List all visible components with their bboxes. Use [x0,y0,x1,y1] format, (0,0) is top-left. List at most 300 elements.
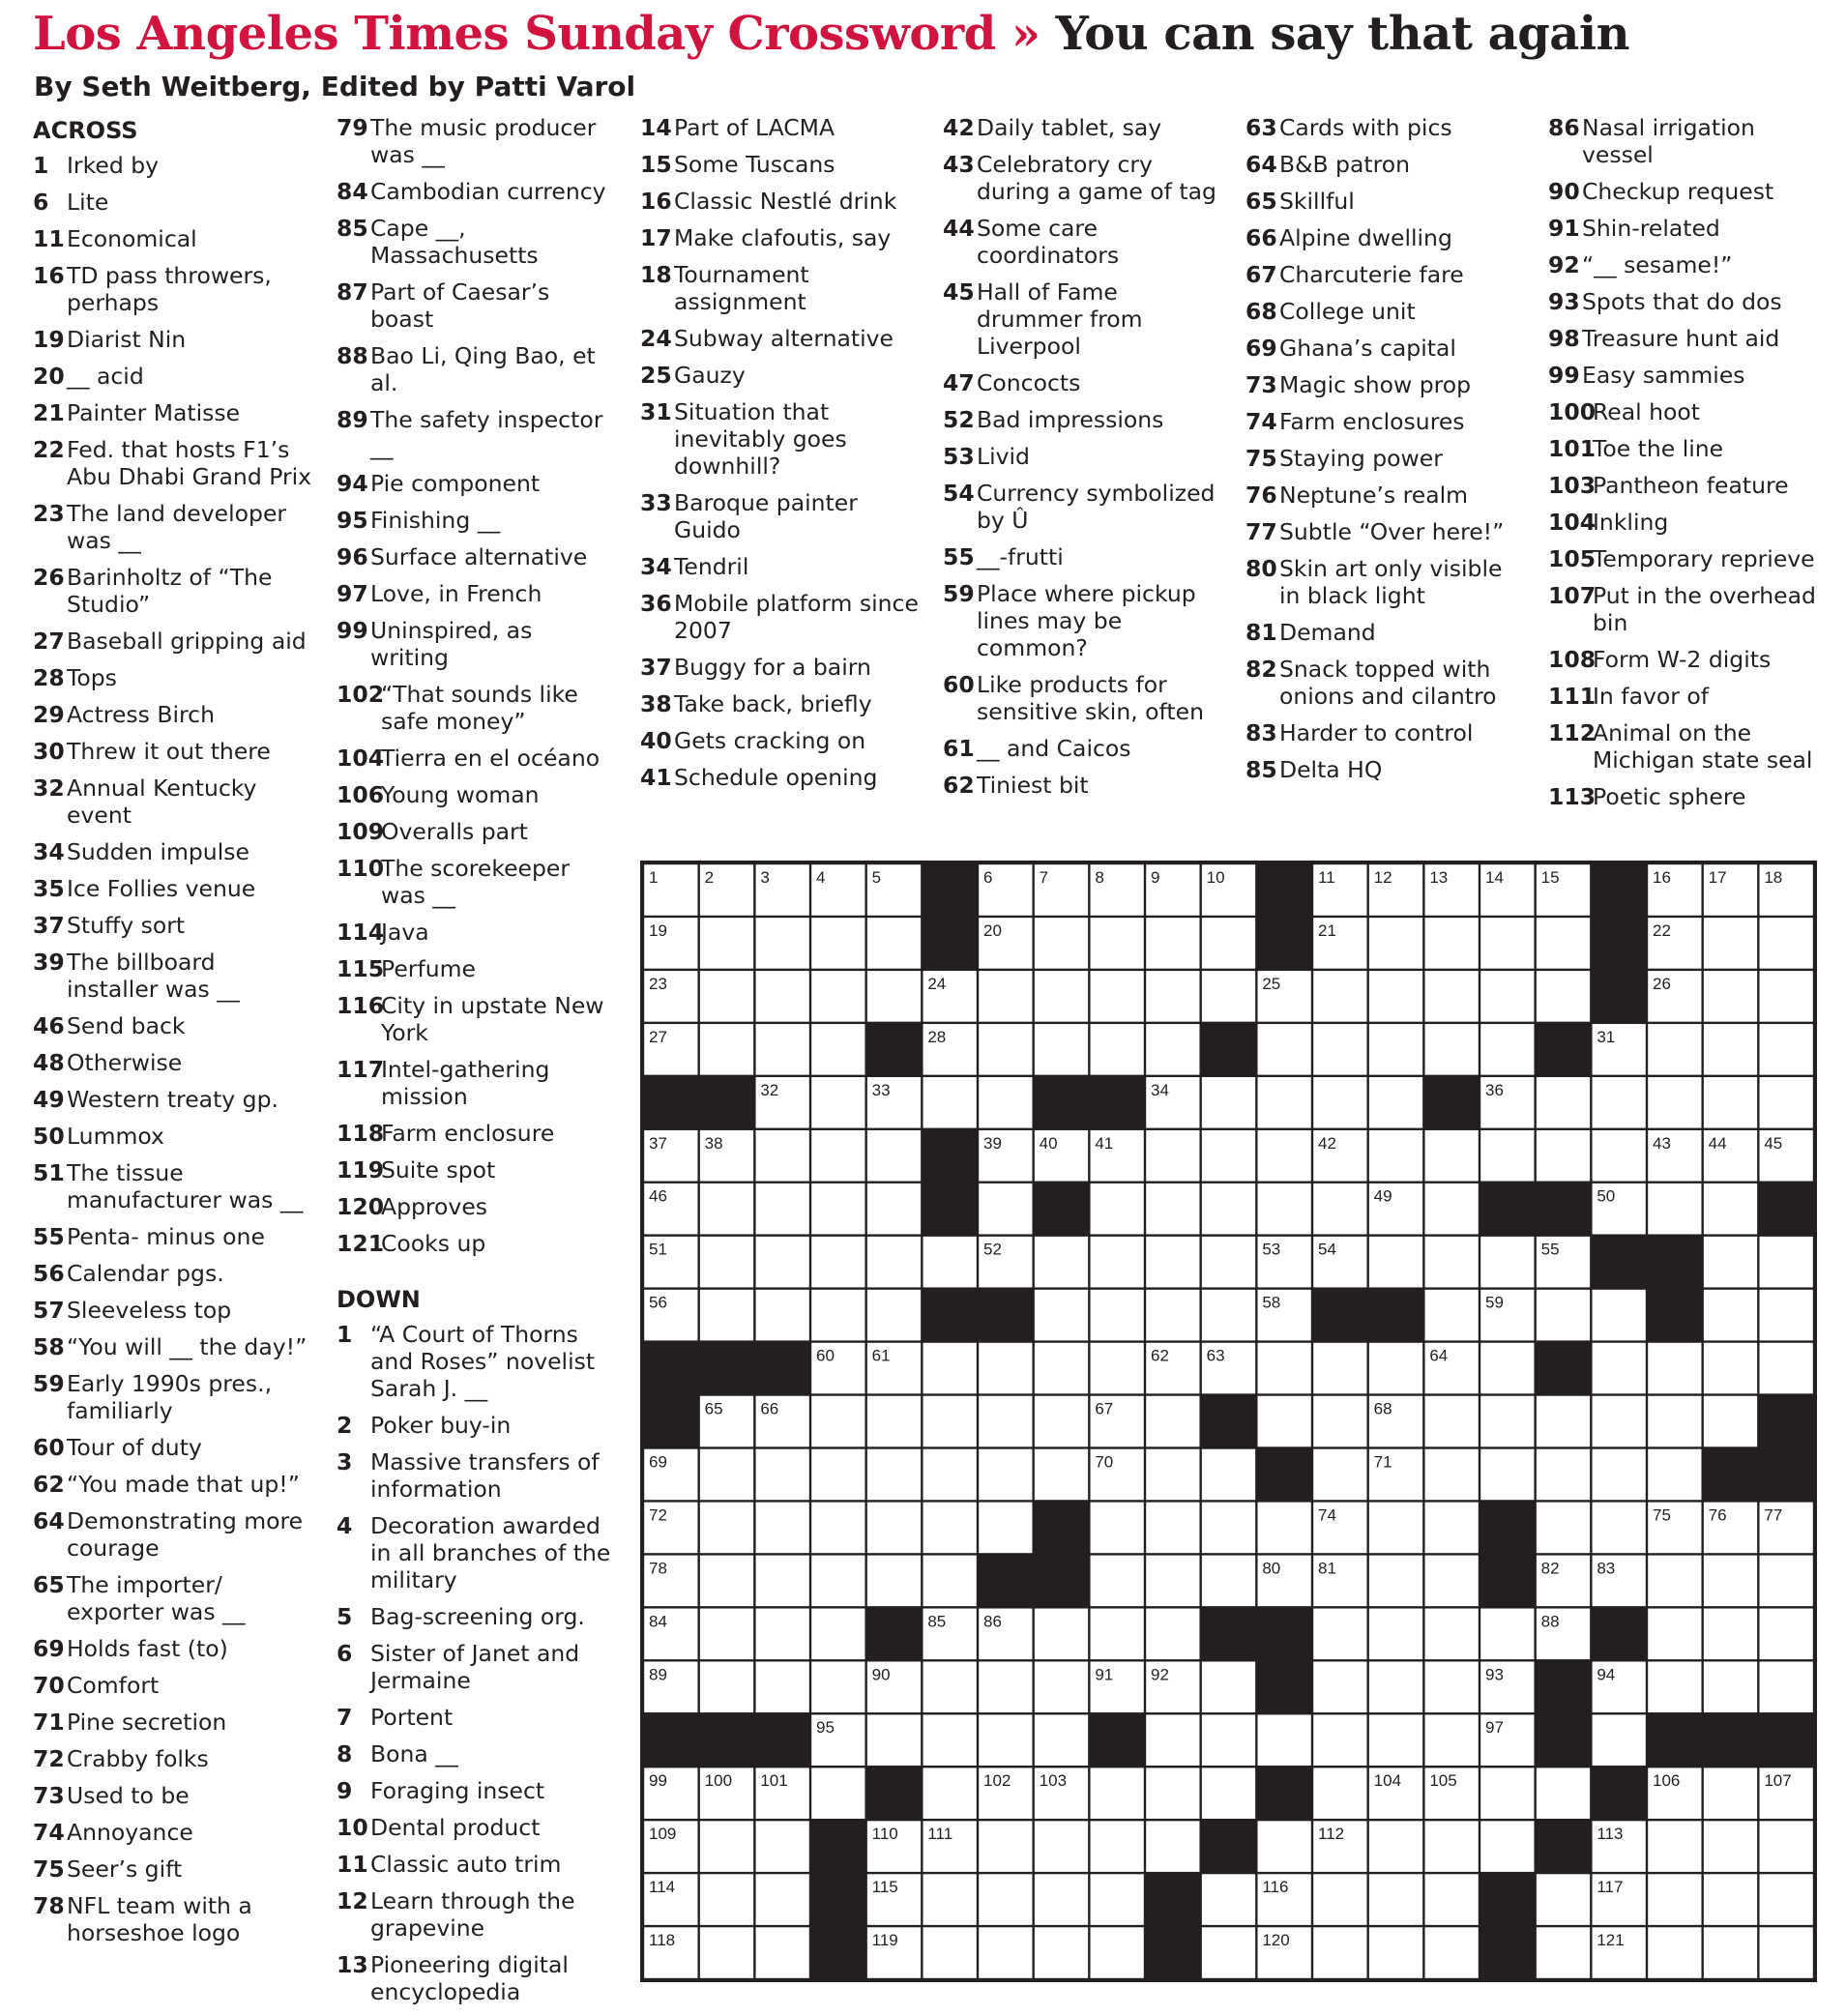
grid-cell[interactable] [1313,1609,1366,1660]
clue-text: Uninspired, as writing [370,617,533,671]
grid-cell[interactable] [1760,1290,1813,1341]
grid-cell[interactable] [1258,1077,1311,1128]
grid-cell[interactable] [1704,1343,1757,1394]
grid-cell[interactable] [1146,1130,1199,1182]
grid-cell[interactable] [1313,971,1366,1022]
grid-cell[interactable] [1035,1874,1088,1925]
cell-number: 56 [649,1293,667,1312]
grid-cell[interactable] [811,1449,864,1501]
grid-cell[interactable] [979,971,1032,1022]
grid-cell[interactable] [1425,971,1479,1022]
grid-cell[interactable] [1704,1927,1757,1978]
grid-cell[interactable] [1202,1556,1255,1607]
grid-cell[interactable] [756,1661,809,1712]
grid-cell[interactable] [1035,1821,1088,1872]
grid-cell[interactable] [1313,1024,1366,1075]
grid-cell[interactable] [1704,1609,1757,1660]
grid-cell[interactable] [1648,1874,1701,1925]
grid-cell[interactable] [979,1503,1032,1554]
grid-cell[interactable] [1369,1130,1422,1182]
grid-cell[interactable] [1202,1768,1255,1819]
cell-number: 39 [983,1133,1002,1153]
grid-cell[interactable] [1313,1874,1366,1925]
grid-cell[interactable] [923,1768,977,1819]
grid-cell[interactable] [1146,1237,1199,1288]
grid-cell[interactable] [700,1183,753,1235]
grid-cell[interactable] [700,1024,753,1075]
grid-cell[interactable] [1425,1449,1479,1501]
grid-cell[interactable] [756,1290,809,1341]
grid-cell[interactable] [1425,1556,1479,1607]
grid-cell[interactable] [756,1874,809,1925]
grid-cell[interactable] [1035,1024,1088,1075]
grid-cell[interactable] [756,971,809,1022]
grid-cell[interactable] [1648,1183,1701,1235]
grid-cell[interactable] [700,1556,753,1607]
grid-cell[interactable] [1760,918,1813,969]
grid-cell[interactable] [756,1503,809,1554]
grid-cell[interactable] [1593,1290,1646,1341]
grid-cell[interactable] [1258,1024,1311,1075]
grid-cell[interactable] [1146,1821,1199,1872]
grid-cell[interactable] [756,1821,809,1872]
grid-cell[interactable] [1480,1609,1534,1660]
grid-cell[interactable] [1091,1821,1144,1872]
grid-cell[interactable] [1425,1661,1479,1712]
grid-cell[interactable] [1425,1290,1479,1341]
grid-cell[interactable] [1648,1661,1701,1712]
grid-cell[interactable] [1202,1237,1255,1288]
grid-cell[interactable] [1091,1343,1144,1394]
grid-cell[interactable] [1593,1343,1646,1394]
grid-cell[interactable] [1425,1927,1479,1978]
cell-number: 72 [649,1505,667,1525]
grid-cell[interactable] [1035,1714,1088,1766]
grid-cell[interactable] [979,1661,1032,1712]
grid-cell[interactable] [1760,1237,1813,1288]
clue-text: Java [381,919,429,946]
grid-cell[interactable] [1146,1290,1199,1341]
grid-cell[interactable] [1537,1503,1590,1554]
clue-text: Tiniest bit [977,772,1089,799]
grid-cell[interactable] [1035,1237,1088,1288]
grid-cell[interactable] [1313,1714,1366,1766]
grid-cell[interactable] [756,1183,809,1235]
grid-cell[interactable] [1091,1768,1144,1819]
grid-cell[interactable] [1202,1130,1255,1182]
clue-number: 113 [1548,783,1597,810]
grid-cell[interactable] [1091,1556,1144,1607]
grid-block [1258,1449,1311,1501]
grid-cell[interactable] [1704,1183,1757,1235]
grid-cell[interactable] [1760,971,1813,1022]
clue-item [337,919,617,946]
grid-cell[interactable] [700,1237,753,1288]
grid-cell[interactable] [1704,1396,1757,1447]
grid-cell[interactable] [979,1927,1032,1978]
grid-cell[interactable] [1704,971,1757,1022]
grid-cell[interactable] [867,1183,921,1235]
grid-cell[interactable] [979,1077,1032,1128]
grid-cell[interactable] [1202,1183,1255,1235]
grid-cell[interactable] [1035,1396,1088,1447]
grid-cell[interactable] [811,1396,864,1447]
grid-cell[interactable] [1480,1821,1534,1872]
grid-cell[interactable] [1537,1768,1590,1819]
clue-item [1548,435,1829,462]
grid-cell[interactable] [867,1237,921,1288]
clue-number: 68 [1245,298,1277,325]
grid-cell[interactable] [1091,1024,1144,1075]
grid-cell[interactable] [979,1821,1032,1872]
grid-cell[interactable] [923,1396,977,1447]
grid-cell[interactable] [756,1237,809,1288]
grid-cell[interactable] [1537,1449,1590,1501]
grid-cell[interactable] [1537,918,1590,969]
grid-cell[interactable] [979,1396,1032,1447]
grid-cell[interactable] [1369,1077,1422,1128]
grid-cell[interactable] [700,1661,753,1712]
grid-cell[interactable] [1425,1024,1479,1075]
grid-cell[interactable] [1704,1768,1757,1819]
grid-cell[interactable] [811,1024,864,1075]
grid-cell[interactable] [1648,1024,1701,1075]
grid-cell[interactable] [1704,1556,1757,1607]
grid-cell[interactable] [1313,1768,1366,1819]
grid-cell[interactable] [811,1768,864,1819]
grid-cell[interactable] [1091,1183,1144,1235]
grid-cell[interactable] [1146,1556,1199,1607]
grid-cell[interactable] [1146,918,1199,969]
grid-cell[interactable] [923,1874,977,1925]
grid-cell[interactable] [811,918,864,969]
grid-cell[interactable] [1313,1661,1366,1712]
grid-cell[interactable] [1035,1290,1088,1341]
grid-cell[interactable] [923,1503,977,1554]
grid-cell[interactable] [1480,1024,1534,1075]
clue-item [1548,398,1829,425]
grid-cell[interactable] [1091,1503,1144,1554]
grid-cell[interactable] [979,1343,1032,1394]
clue-text: Spots that do dos [1582,288,1782,315]
grid-cell[interactable] [1537,1396,1590,1447]
grid-cell[interactable] [1593,1714,1646,1766]
grid-cell[interactable] [867,1290,921,1341]
grid-cell[interactable] [1369,1714,1422,1766]
clue-number: 33 [640,489,672,516]
grid-cell[interactable] [1369,1609,1422,1660]
grid-cell[interactable] [1537,1290,1590,1341]
grid-cell[interactable] [1593,1396,1646,1447]
grid-cell[interactable] [1091,1237,1144,1288]
grid-cell[interactable] [1258,1343,1311,1394]
grid-cell[interactable] [1369,1821,1422,1872]
grid-cell[interactable] [811,1661,864,1712]
grid-cell[interactable] [1369,1503,1422,1554]
grid-cell[interactable] [1091,918,1144,969]
grid-cell[interactable] [1035,1609,1088,1660]
grid-cell[interactable] [1648,1609,1701,1660]
grid-cell[interactable] [1146,1449,1199,1501]
grid-cell[interactable] [923,1714,977,1766]
grid-cell[interactable] [1648,1821,1701,1872]
grid-cell[interactable] [1369,1556,1422,1607]
grid-cell[interactable] [923,1556,977,1607]
grid-cell[interactable] [1760,1821,1813,1872]
grid-cell[interactable] [1202,1077,1255,1128]
grid-cell[interactable] [979,1024,1032,1075]
grid-cell[interactable] [1313,1343,1366,1394]
grid-cell[interactable] [1704,1661,1757,1712]
grid-cell[interactable] [1146,1396,1199,1447]
grid-cell[interactable] [1704,1290,1757,1341]
grid-cell[interactable] [1035,1927,1088,1978]
grid-cell[interactable] [1202,1874,1255,1925]
grid-cell[interactable] [1425,918,1479,969]
grid-cell[interactable] [1091,1927,1144,1978]
grid-cell[interactable] [1760,1661,1813,1712]
down-heading: DOWN [337,1286,421,1313]
grid-cell[interactable] [756,1130,809,1182]
grid-cell[interactable] [1202,1503,1255,1554]
grid-cell[interactable] [1704,1024,1757,1075]
grid-cell[interactable] [1146,1768,1199,1819]
grid-cell[interactable] [1760,1343,1813,1394]
grid-cell[interactable] [1146,1714,1199,1766]
grid-cell[interactable] [1369,1874,1422,1925]
grid-cell[interactable] [1704,1821,1757,1872]
grid-cell[interactable] [1313,1183,1366,1235]
grid-cell[interactable] [1704,1077,1757,1128]
grid-cell[interactable] [1425,1396,1479,1447]
grid-cell[interactable] [700,1927,753,1978]
grid-cell[interactable] [756,1609,809,1660]
grid-cell[interactable] [1480,1768,1534,1819]
grid-cell[interactable] [1648,1343,1701,1394]
clue-number: 36 [640,590,672,617]
grid-cell[interactable] [867,1556,921,1607]
clue-number: 48 [33,1049,65,1076]
grid-cell[interactable] [1146,1183,1199,1235]
grid-cell[interactable] [1425,1237,1479,1288]
grid-cell[interactable] [1425,1714,1479,1766]
grid-cell[interactable] [700,971,753,1022]
grid-cell[interactable] [1760,1556,1813,1607]
clue-number: 96 [337,543,368,570]
grid-cell[interactable] [1537,1927,1590,1978]
grid-cell[interactable] [1258,1821,1311,1872]
grid-cell[interactable] [811,1609,864,1660]
grid-cell[interactable] [923,1661,977,1712]
grid-cell[interactable] [1704,1237,1757,1288]
grid-cell[interactable] [1537,1874,1590,1925]
grid-cell[interactable] [1258,1503,1311,1554]
grid-cell[interactable] [867,1130,921,1182]
grid-cell[interactable] [1202,1714,1255,1766]
grid-cell[interactable] [867,1449,921,1501]
grid-cell[interactable] [1202,1290,1255,1341]
grid-cell[interactable] [1369,971,1422,1022]
grid-cell[interactable] [811,971,864,1022]
grid-cell[interactable] [1091,1874,1144,1925]
grid-cell[interactable] [811,1077,864,1128]
grid-cell[interactable] [1202,918,1255,969]
grid-cell[interactable] [1648,1449,1701,1501]
grid-cell[interactable] [1593,1503,1646,1554]
grid-cell[interactable] [1091,1290,1144,1341]
grid-cell[interactable] [1480,1237,1534,1288]
grid-cell[interactable] [1369,1343,1422,1394]
grid-cell[interactable] [1091,971,1144,1022]
grid-cell[interactable] [979,1714,1032,1766]
grid-cell[interactable] [1593,1449,1646,1501]
grid-cell[interactable] [1146,1024,1199,1075]
grid-cell[interactable] [923,1237,977,1288]
grid-cell[interactable] [1760,1874,1813,1925]
grid-cell[interactable] [811,1130,864,1182]
grid-cell[interactable] [756,1449,809,1501]
grid-cell[interactable] [1648,1077,1701,1128]
grid-cell[interactable] [1035,971,1088,1022]
grid-cell[interactable] [1313,1396,1366,1447]
grid-cell[interactable] [867,1503,921,1554]
grid-cell[interactable] [1425,1609,1479,1660]
grid-cell[interactable] [1593,1077,1646,1128]
grid-cell[interactable] [1313,1077,1366,1128]
grid-cell[interactable] [867,1714,921,1766]
clue-item [33,1223,313,1250]
down-clue-list [1548,114,1829,810]
clue-item [33,1049,313,1076]
grid-cell[interactable] [1202,1661,1255,1712]
grid-cell[interactable] [867,971,921,1022]
grid-cell[interactable] [1202,1927,1255,1978]
clue-item [640,114,921,141]
grid-cell[interactable] [867,918,921,969]
grid-cell[interactable] [1704,918,1757,969]
clue-text: Concocts [977,369,1081,396]
grid-cell[interactable] [1704,1874,1757,1925]
grid-cell[interactable] [1425,1130,1479,1182]
grid-cell[interactable] [700,1290,753,1341]
grid-cell[interactable] [1480,1396,1534,1447]
grid-cell[interactable] [1313,1449,1366,1501]
grid-cell[interactable] [1480,1343,1534,1394]
grid-cell[interactable] [1035,1449,1088,1501]
clue-text: Actress Birch [67,701,215,728]
grid-cell[interactable] [979,1449,1032,1501]
grid-cell[interactable] [1146,1503,1199,1554]
grid-cell[interactable] [1593,1130,1646,1182]
grid-block [1425,1077,1479,1128]
cell-number: 80 [1262,1559,1281,1578]
grid-cell[interactable] [1369,1024,1422,1075]
grid-cell[interactable] [1480,918,1534,969]
grid-cell[interactable] [700,1503,753,1554]
grid-cell[interactable] [1258,1183,1311,1235]
grid-cell[interactable] [1146,971,1199,1022]
grid-cell[interactable] [1425,1183,1479,1235]
grid-cell[interactable] [1648,1927,1701,1978]
grid-cell[interactable] [1537,1077,1590,1128]
grid-cell[interactable] [1425,1821,1479,1872]
grid-cell[interactable] [1760,1927,1813,1978]
grid-cell[interactable] [700,1449,753,1501]
grid-cell[interactable] [811,1556,864,1607]
grid-cell[interactable] [700,918,753,969]
grid-cell[interactable] [1369,1237,1422,1288]
grid-cell[interactable] [1648,1556,1701,1607]
grid-cell[interactable] [1425,1874,1479,1925]
grid-cell[interactable] [1202,971,1255,1022]
grid-cell[interactable] [1202,1449,1255,1501]
grid-cell[interactable] [1035,1343,1088,1394]
grid-cell[interactable] [756,1556,809,1607]
grid-cell[interactable] [811,1503,864,1554]
clue-number: 15 [640,151,672,178]
grid-cell[interactable] [979,1874,1032,1925]
grid-cell[interactable] [1760,1609,1813,1660]
grid-cell[interactable] [700,1821,753,1872]
clue-text: Intel-gathering mission [381,1056,550,1110]
grid-cell[interactable] [1480,1130,1534,1182]
cell-number: 24 [927,974,947,993]
clue-number: 39 [33,949,65,976]
grid-cell[interactable] [1369,1927,1422,1978]
grid-cell[interactable] [1258,1714,1311,1766]
grid-cell[interactable] [700,1609,753,1660]
grid-cell[interactable] [1369,918,1422,969]
grid-cell[interactable] [1313,1927,1366,1978]
grid-cell[interactable] [979,1183,1032,1235]
clue-item [33,664,313,691]
grid-cell[interactable] [867,1396,921,1447]
grid-cell[interactable] [756,1927,809,1978]
clue-number: 79 [337,114,368,141]
cell-number: 101 [760,1771,788,1791]
grid-cell[interactable] [1258,1396,1311,1447]
grid-cell[interactable] [1091,1609,1144,1660]
grid-cell[interactable] [811,1237,864,1288]
grid-cell[interactable] [923,1077,977,1128]
grid-cell[interactable] [700,1874,753,1925]
grid-cell[interactable] [1425,1503,1479,1554]
grid-cell[interactable] [1537,971,1590,1022]
grid-cell[interactable] [811,1183,864,1235]
clue-text: Neptune’s realm [1279,482,1469,509]
grid-cell[interactable] [1035,1661,1088,1712]
cell-number: 94 [1597,1665,1616,1684]
grid-cell[interactable] [756,1024,809,1075]
grid-cell[interactable] [1648,1396,1701,1447]
grid-cell[interactable] [1146,1609,1199,1660]
grid-cell[interactable] [923,1927,977,1978]
grid-cell[interactable] [1480,1449,1534,1501]
clue-text: Hall of Fame drummer from Liverpool [977,278,1143,360]
grid-cell[interactable] [1258,1130,1311,1182]
grid-cell[interactable] [923,1343,977,1394]
grid-cell[interactable] [1480,971,1534,1022]
grid-cell[interactable] [756,918,809,969]
grid-cell[interactable] [1537,1130,1590,1182]
down-clue-list [337,1321,617,2005]
grid-cell[interactable] [1760,1024,1813,1075]
grid-cell[interactable] [1760,1077,1813,1128]
grid-cell[interactable] [1369,1661,1422,1712]
grid-cell[interactable] [811,1290,864,1341]
grid-cell[interactable] [923,1449,977,1501]
grid-cell[interactable] [1035,918,1088,969]
